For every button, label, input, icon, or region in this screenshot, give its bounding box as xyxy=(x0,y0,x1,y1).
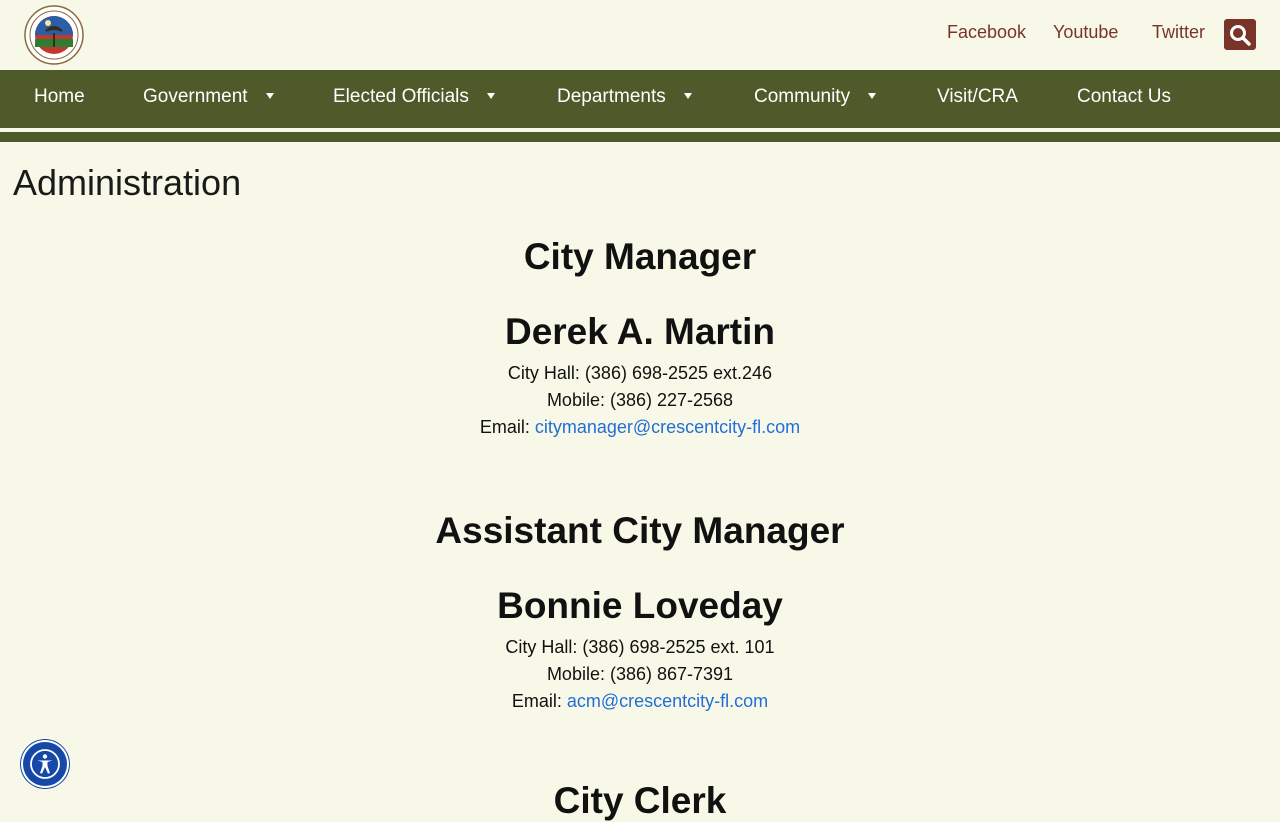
nav-item-label: Home xyxy=(34,86,85,107)
city-hall-phone: City Hall: (386) 698-2525 ext.246 xyxy=(507,363,773,383)
youtube-link[interactable]: Youtube xyxy=(1053,22,1119,42)
top-header xyxy=(0,0,1280,70)
email-link[interactable]: citymanager@crescentcity-fl.com xyxy=(534,417,801,437)
nav-item-government[interactable] xyxy=(143,86,274,108)
nav-item-label: Elected Officials xyxy=(333,86,469,107)
nav-item-label: Community xyxy=(754,86,851,107)
email-line xyxy=(0,417,1280,438)
nav-item-label: Departments xyxy=(557,86,666,107)
email-link[interactable]: acm@crescentcity-fl.com xyxy=(566,691,769,711)
accessibility-icon xyxy=(29,748,61,780)
nav-item-elected-officials[interactable] xyxy=(333,86,495,108)
accessibility-button[interactable] xyxy=(23,742,67,786)
nav-item-community[interactable] xyxy=(754,86,876,108)
email-label: Email: xyxy=(479,417,535,437)
page-title: Administration xyxy=(13,162,242,203)
chevron-down-icon xyxy=(266,93,274,99)
city-hall-phone: City Hall: (386) 698-2525 ext. 101 xyxy=(505,637,775,657)
person-name: Bonnie Loveday xyxy=(497,585,783,626)
nav-item-contact-us[interactable] xyxy=(1077,86,1171,108)
role-heading: City Manager xyxy=(523,236,757,277)
nav-item-visit-cra[interactable] xyxy=(937,86,1018,108)
search-icon xyxy=(1228,23,1252,47)
nav-item-label: Visit/CRA xyxy=(937,86,1018,107)
facebook-link[interactable]: Facebook xyxy=(947,22,1027,42)
email-label: Email: xyxy=(511,691,567,711)
search-button[interactable] xyxy=(1224,19,1256,50)
chevron-down-icon xyxy=(868,93,876,99)
nav-item-home[interactable] xyxy=(34,86,85,108)
chevron-down-icon xyxy=(487,93,495,99)
email-line xyxy=(0,691,1280,712)
person-name: Derek A. Martin xyxy=(504,311,776,352)
nav-item-label: Contact Us xyxy=(1077,86,1171,107)
role-heading: City Clerk xyxy=(553,780,727,821)
twitter-link[interactable]: Twitter xyxy=(1152,22,1206,42)
chevron-down-icon xyxy=(684,93,692,99)
nav-underline xyxy=(0,132,1280,142)
role-heading: Assistant City Manager xyxy=(435,510,845,551)
mobile-phone: Mobile: (386) 867-7391 xyxy=(546,664,734,684)
mobile-phone: Mobile: (386) 227-2568 xyxy=(546,390,734,410)
nav-item-label: Government xyxy=(143,86,248,107)
city-seal-logo[interactable] xyxy=(24,5,84,65)
nav-item-departments[interactable] xyxy=(557,86,692,108)
